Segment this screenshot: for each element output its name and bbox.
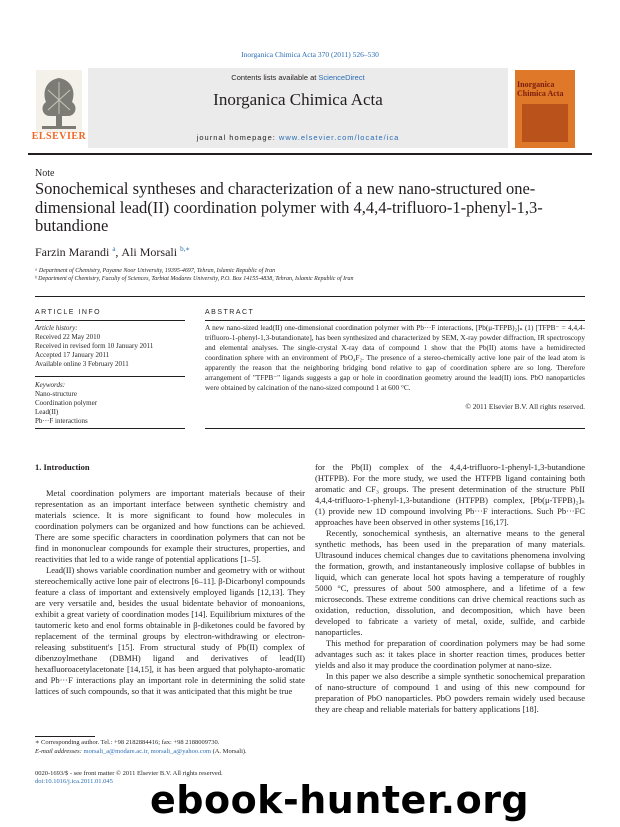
email-links[interactable]: morsali_a@modare.ac.ir, morsali_a@yahoo.com (83, 748, 211, 755)
body-paragraph: In this paper we also describe a simple synthetic sonochemical preparation of nano-structure of compound 1 and using of this new compound for preparation of PbO nanoparticles. PbO powders remain widely used because they are cheap and reliable materials for battery applications [18]. (315, 671, 585, 714)
body-paragraph: Recently, sonochemical synthesis, an alternative means to the general synthetic methods, has been used in the preparation of many materials. Ultrasound induces chemical changes due to cavitations phenomena involving the formation, growth, and instantaneously implosive collapse of bubbles in liquid, which can generate local hot spots having a temperature of roughly 5000 °C, pressures of about 500 atmosphere, and a lifetime of a few microseconds. These extreme conditions can drive chemical reactions such as oxidation, reduction, dissolution, and decomposition, which have been developed to fabricate a variety of metal, oxide, sulfide, and carbide nanoparticles. (315, 528, 585, 637)
keywords-block (35, 381, 185, 426)
keyword-item: Lead(II) (35, 408, 59, 416)
copyright-notice: © 2011 Elsevier B.V. All rights reserved. (465, 402, 585, 411)
author-line: Farzin Marandi $^a$, Ali Morsali $^{b,∗}$ (35, 245, 191, 259)
article-title: Sonochemical syntheses and characterization of a new nano-structured one-dimensional lead(II) coordination polymer with 4,4,4-trifluoro-1-phenyl-1,3-butandione (35, 179, 543, 235)
email-line (35, 747, 305, 756)
sciencedirect-link[interactable]: ScienceDirect (318, 73, 365, 82)
body-paragraph: Lead(II) shows variable coordination number and geometry with or without stereochemically active lone pair of electrons [6–11]. β-Dicarbonyl compounds feature a class of important and extensively employed ligands [12,13]. They are very versatile and, besides the usual bidentate behavior of monoanions, exhibit a great variety of coordination modes [14]. Equilibrium mixtures of the tautomeric keto and enol forms obtainable in β-diketones could be favored by replacement of the terminal groups by electron-withdrawing or electron-releasing substituent's [15]. From structural study of Pb(II) complex of dibenzoylmethane (DBMH) ligand and derivatives of lead(II) hexafluoroacetylacetonate [14,15], it has been argued that polyhapto-aromatic and Pb···F interactions play an important role in determining the solid state lattices of such compounds, so that it was anticipated that this might be true (35, 565, 305, 696)
contents-line (88, 73, 508, 82)
history-accepted: Accepted 17 January 2011 (35, 351, 110, 359)
doi-link[interactable]: doi:10.1016/j.ica.2011.01.045 (35, 778, 113, 785)
article-info-heading: ARTICLE INFO (35, 309, 102, 316)
author-2[interactable]: Ali Morsali (121, 245, 178, 259)
keyword-item: Coordination polymer (35, 399, 98, 407)
history-label: Article history: (35, 324, 78, 332)
history-revised: Received in revised form 10 January 2011 (35, 342, 154, 350)
affiliation-a: ᵃ Department of Chemistry, Payame Noor University, 19395-4697, Tehran, Islamic Republic of Iran (35, 268, 276, 274)
history-online: Available online 3 February 2011 (35, 360, 129, 368)
author-1-affil-mark[interactable]: a (112, 245, 116, 253)
homepage-link[interactable]: www.elsevier.com/locate/ica (278, 133, 400, 142)
cover-title: Inorganica Chimica Acta (517, 80, 564, 98)
contents-prefix: Contents lists available at (231, 73, 319, 82)
body-column-left (35, 488, 305, 697)
body-paragraph: Metal coordination polymers are important materials because of their representation as an important interface between synthetic chemistry and materials science. It is more significant to found how molecules in coordination polymers can be organized and how functions can be achieved. There are some specific characters in coordination polymers that can not be find in mononuclear compounds for example their structures, properties, and reactivities that led to a wide range of potential applications [1–5]. (35, 488, 305, 564)
author-2-affil-mark[interactable]: b,∗ (180, 245, 191, 253)
watermark-text: ebook-hunter.org (150, 778, 530, 822)
abstract-heading: ABSTRACT (205, 309, 255, 316)
corresponding-author-footnote (35, 738, 305, 756)
journal-homepage (88, 133, 508, 142)
article-history (35, 324, 185, 369)
keyword-item: Nano-structure (35, 390, 77, 398)
abstract-text: A new nano-sized lead(II) one-dimensional coordination polymer with Pb···F interactions, [Pb(μ-TFPB)₂]ₙ (1) [TFPB⁻ = 4,4,4-trifluoro-1-phenyl-1,3-butandionate], has been synthesized and characterized by SEM, X-ray powder diffraction, IR spectroscopy and elemental analyses. The single-crystal X-ray data of compound 1 show that the Pb(II) atoms have a hemidirected coordination sphere with an environment of PbO₄F₂. The presence of a stereo-chemically active lone pair of the lead atom is apparently the reason that the neighboring bridging bond relative to gap of coordination sphere are so long. Therefore arrangement of "TFPB⁻" ligands suggests a gap or hole in coordination geometry around the lead(II) ions. PbO nanoparticles were obtained by calcination of the nano-sized compound 1 at 600 °C. (205, 323, 585, 392)
keyword-item: Pb···F interactions (35, 417, 88, 425)
elsevier-tree-logo-icon (36, 70, 82, 132)
cover-image (522, 104, 568, 142)
header-divider (28, 153, 592, 155)
info-divider (35, 296, 585, 297)
body-paragraph: This method for preparation of coordination polymers may be had some advantages such as: it takes place in shorter reaction times, produces better yields and also it may produce the coordination polymer at nano-size. (315, 638, 585, 670)
abstract-rule (205, 320, 585, 321)
body-column-right (315, 462, 585, 715)
elsevier-wordmark: ELSEVIER (31, 131, 87, 142)
journal-name: Inorganica Chimica Acta (213, 90, 383, 109)
issn-line: 0020-1693/$ - see front matter © 2011 Elsevier B.V. All rights reserved. (35, 770, 223, 777)
email-label: E-mail addresses: (35, 748, 84, 755)
keywords-rule (35, 376, 185, 377)
footnote-rule (35, 736, 95, 737)
article-type: Note (35, 168, 55, 179)
section-heading-introduction: 1. Introduction (35, 462, 90, 472)
affiliation-b: ᵇ Department of Chemistry, Faculty of Sciences, Tarbiat Modares University, P.O. Box 14155-4838, Tehran, Islamic Republic of Iran (35, 276, 354, 282)
body-paragraph: for the Pb(II) complex of the 4,4,4-trifluoro-1-phenyl-1,3-butandione (HTFPB). For the more study, we used the HTFPB ligand containing both aromatic and CF₃ groups. The present determination of the structure PbII 4,4,4-trifluoro-1-phenyl-1,3-butandione (HTFPB) complex, [Pb(μ-TFPB)₂]ₙ (1) provide new 1D compound involving Pb···F interactions. Such Pb···FC approaches have been observed in other systems [16,17]. (315, 462, 585, 527)
abstract-bottom-rule (205, 428, 585, 429)
keywords-label: Keywords: (35, 381, 66, 389)
article-info-rule (35, 320, 185, 321)
info-bottom-rule (35, 428, 185, 429)
corresponding-contact: ∗ Corresponding author. Tel.: +98 2182884416; fax: +98 2188009730. (35, 739, 220, 746)
history-received: Received 22 May 2010 (35, 333, 101, 341)
email-suffix: (A. Morsali). (210, 748, 247, 755)
homepage-prefix: journal homepage: (196, 133, 279, 142)
journal-citation[interactable]: Inorganica Chimica Acta 370 (2011) 526–530 (241, 50, 379, 59)
author-1[interactable]: Farzin Marandi (35, 245, 110, 259)
